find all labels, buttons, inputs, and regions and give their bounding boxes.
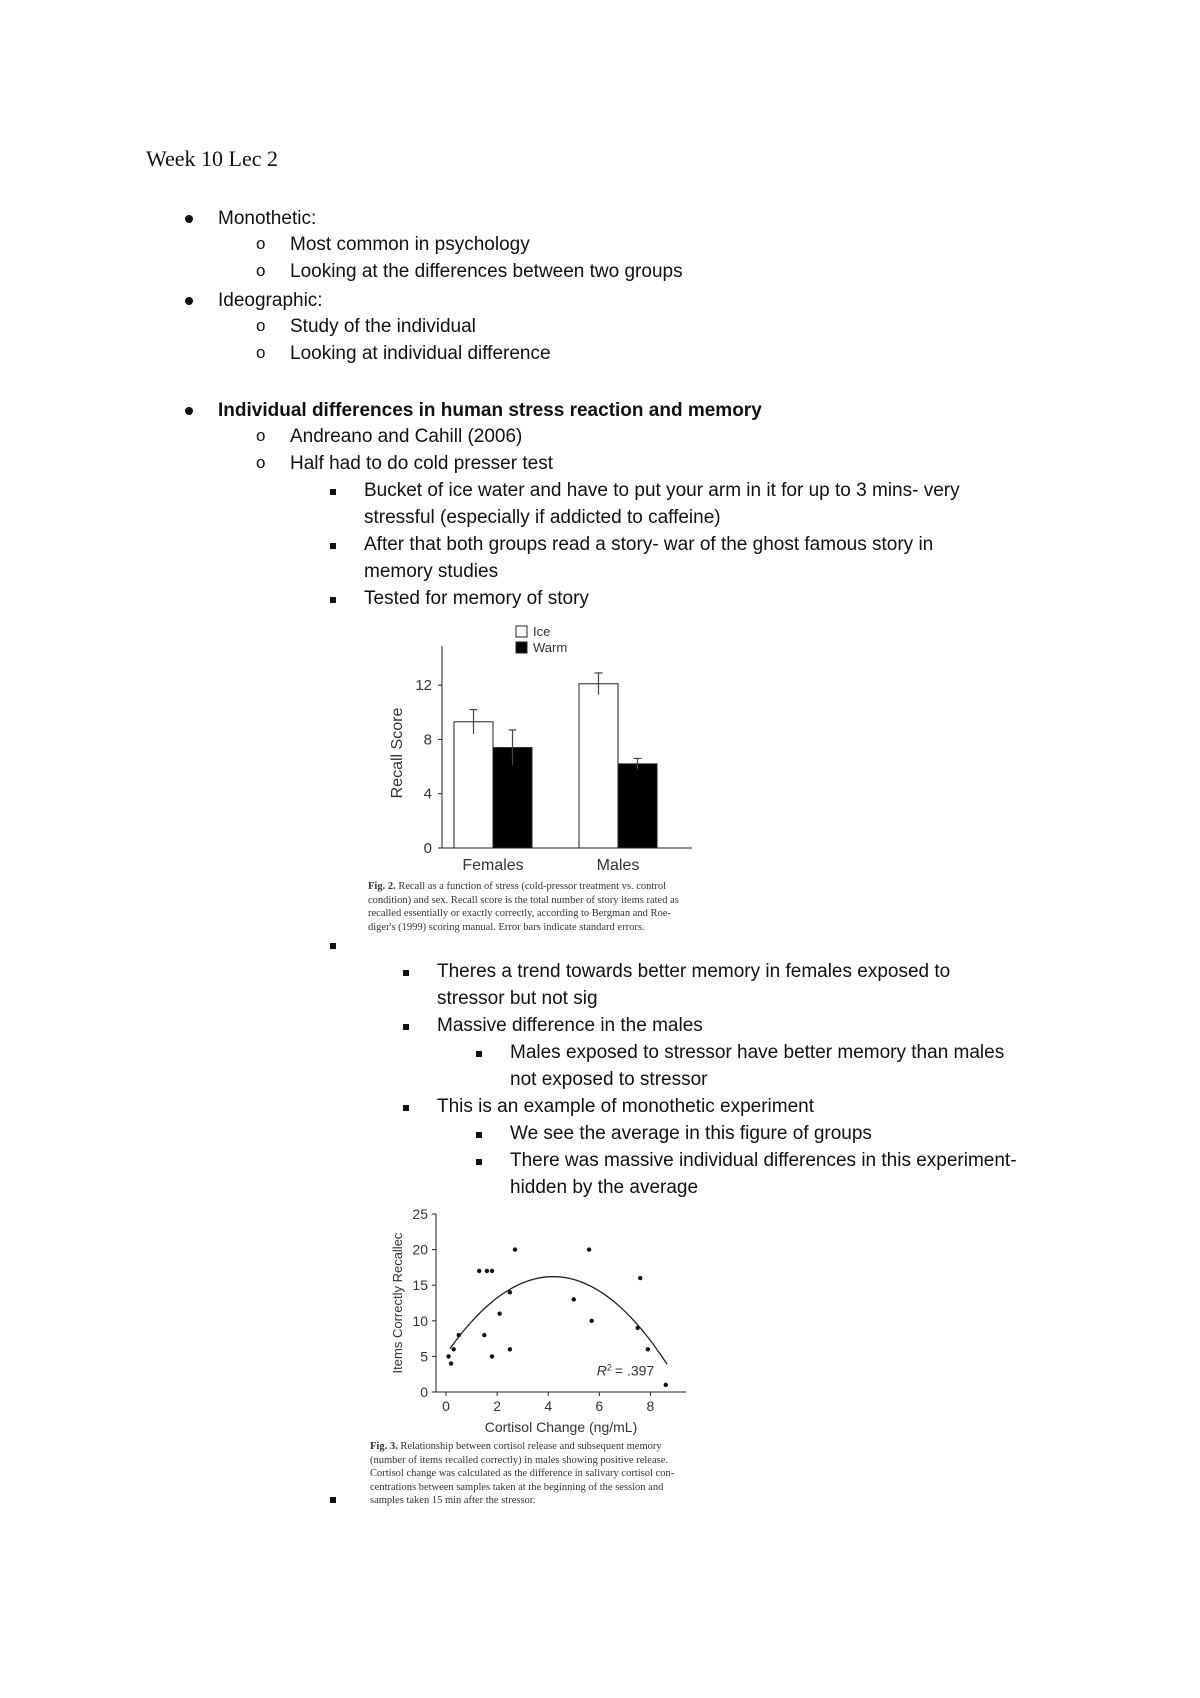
data-point: [587, 1247, 591, 1251]
data-point: [457, 1333, 461, 1337]
fig2-caption-label: Fig. 2.: [368, 881, 396, 892]
legend-swatch-warm: [516, 642, 527, 653]
data-point: [589, 1319, 593, 1323]
data-point: [513, 1247, 517, 1251]
r-squared-exponent: 2: [606, 1362, 612, 1373]
fig3-caption-line: Cortisol change was calculated as the difference in salivary cortisol con-: [370, 1468, 675, 1479]
fig3-caption-line: Relationship between cortisol release and subsequent memory: [400, 1441, 662, 1452]
data-point: [482, 1333, 486, 1337]
data-point: [449, 1361, 453, 1365]
data-point: [485, 1269, 489, 1273]
fig3-caption-line: centrations between samples taken at the beginning of the session and: [370, 1481, 664, 1493]
bullet-square: [403, 970, 409, 976]
list-item: After that both groups read a story- war of the ghost famous story in: [364, 534, 934, 555]
list-item: Study of the individual: [290, 316, 476, 337]
list-item-continuation: memory studies: [364, 561, 499, 582]
fig2-caption-line: recalled essentially or exactly correctly, according to Bergman and Roe-: [368, 908, 671, 919]
data-point: [664, 1383, 668, 1387]
x-axis-label: Cortisol Change (ng/mL): [484, 1419, 638, 1435]
data-point: [508, 1347, 512, 1351]
recall-bar-chart: [380, 618, 720, 876]
data-point: [638, 1276, 642, 1280]
fig2-caption: [368, 880, 679, 934]
list-item: This is an example of monothetic experiment: [437, 1096, 815, 1117]
data-point: [490, 1269, 494, 1273]
x-tick-label: Females: [462, 857, 524, 874]
bullet-square: [330, 597, 336, 603]
list-item: We see the average in this figure of groups: [510, 1123, 872, 1144]
x-tick-label: 6: [595, 1398, 604, 1414]
y-tick-label: 8: [423, 731, 432, 749]
data-point: [477, 1269, 481, 1273]
list-item-continuation: hidden by the average: [510, 1177, 699, 1198]
bar-ice: [454, 722, 493, 848]
data-point: [497, 1311, 501, 1315]
data-point: [646, 1347, 650, 1351]
y-axis-label: Items Correctly Recallec: [390, 1232, 405, 1374]
data-point: [635, 1326, 639, 1330]
list-item-continuation: stressful (especially if addicted to caffeine): [364, 507, 721, 528]
y-tick-label: 5: [420, 1348, 428, 1365]
fig2-caption-line: diger's (1999) scoring manual. Error bars indicate standard errors.: [368, 921, 645, 933]
list-item: Andreano and Cahill (2006): [290, 426, 523, 447]
list-item: Looking at individual difference: [290, 343, 551, 364]
fig2-caption-line: condition) and sex. Recall score is the total number of story items rated as: [368, 894, 679, 906]
y-tick-label: 10: [412, 1312, 428, 1329]
y-tick-label: 12: [415, 677, 432, 695]
legend-swatch-ice: [516, 626, 527, 637]
legend-label: Ice: [533, 624, 551, 639]
list-item: Males exposed to stressor have better memory than males: [510, 1042, 1005, 1063]
y-tick-label: 0: [423, 840, 432, 857]
data-point: [446, 1354, 450, 1358]
fig3-caption: [370, 1440, 674, 1508]
bullet-dot: [185, 407, 193, 415]
list-item: Half had to do cold presser test: [290, 453, 553, 474]
bullet-dot: [185, 297, 193, 305]
x-tick-label: 4: [544, 1398, 553, 1414]
list-item: Tested for memory of story: [364, 588, 589, 609]
bullet-square: [330, 943, 336, 949]
list-item: Theres a trend towards better memory in females exposed to: [437, 961, 951, 982]
fig3-caption-label: Fig. 3.: [370, 1441, 398, 1452]
data-point: [490, 1354, 494, 1358]
x-tick-label: 0: [442, 1398, 450, 1414]
bullet-square: [403, 1024, 409, 1030]
list-item: Massive difference in the males: [437, 1015, 703, 1036]
y-tick-label: 20: [412, 1241, 428, 1258]
list-item: Bucket of ice water and have to put your arm in it for up to 3 mins- very: [364, 480, 960, 501]
y-tick-label: 0: [420, 1384, 428, 1400]
y-tick-label: 25: [412, 1206, 428, 1222]
page-title: Week 10 Lec 2: [146, 146, 278, 171]
x-tick-label: Males: [596, 857, 640, 874]
list-item: Monothetic:: [218, 208, 317, 229]
bullet-square: [330, 1497, 336, 1503]
section-heading: Individual differences in human stress reaction and memory: [218, 400, 762, 421]
bullet-circle: o: [256, 234, 266, 253]
list-item: Looking at the differences between two groups: [290, 261, 683, 282]
bullet-circle: o: [256, 261, 266, 280]
bullet-square: [476, 1159, 482, 1165]
y-tick-label: 4: [423, 785, 432, 803]
list-item: Most common in psychology: [290, 234, 530, 255]
r-squared-symbol: R: [596, 1362, 607, 1379]
legend-label: Warm: [533, 640, 568, 655]
r-squared-value: = .397: [614, 1362, 655, 1379]
list-item-continuation: not exposed to stressor: [510, 1069, 708, 1090]
bar-warm: [618, 764, 657, 848]
data-point: [451, 1347, 455, 1351]
bullet-square: [330, 489, 336, 495]
bar-ice: [579, 684, 618, 848]
bullet-square: [476, 1132, 482, 1138]
x-tick-label: 2: [493, 1398, 502, 1414]
fig3-caption-line: (number of items recalled correctly) in males showing positive release.: [370, 1454, 668, 1466]
bullet-circle: o: [256, 316, 266, 335]
r-squared-label: [597, 1363, 655, 1379]
fig2-caption-line: Recall as a function of stress (cold-pressor treatment vs. control: [398, 881, 667, 892]
bullet-circle: o: [256, 453, 266, 472]
x-tick-label: 8: [646, 1398, 655, 1414]
data-point: [572, 1297, 576, 1301]
y-tick-label: 15: [412, 1277, 428, 1294]
fig3-caption-line: samples taken 15 min after the stressor.: [370, 1495, 536, 1506]
bullet-circle: o: [256, 426, 266, 445]
list-item: Ideographic:: [218, 290, 323, 311]
bullet-square: [403, 1105, 409, 1111]
bullet-circle: o: [256, 343, 266, 362]
bullet-square: [476, 1051, 482, 1057]
bullet-dot: [185, 215, 193, 223]
list-item: There was massive individual differences in this experiment-: [510, 1150, 1017, 1171]
fit-curve: [450, 1277, 667, 1365]
bullet-square: [330, 543, 336, 549]
cortisol-scatter-chart: [380, 1202, 700, 1437]
list-item-continuation: stressor but not sig: [437, 988, 598, 1009]
data-point: [508, 1290, 512, 1294]
y-axis-label: Recall Score: [389, 707, 406, 799]
